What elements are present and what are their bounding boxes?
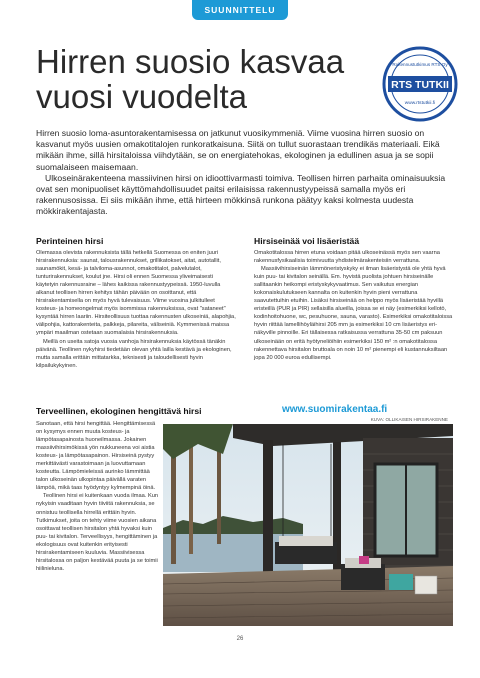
log-house-terrace-photo bbox=[163, 424, 453, 626]
article-title: Hirren suosio kasvaa vuosi vuodelta bbox=[36, 43, 345, 115]
body-paragraph: Meillä on useita satoja vuosia vanhoja hirsirakennuksia käytössä tänäkin päivänä. Teollinen nykyhirsi tiedetään olevan yhtä lailla kestävä ja ekologinen, mutta samalla erittäin mittatarkka, teknisesti ja taloudellisesti hyvin kilpailukykyinen. bbox=[36, 338, 232, 369]
right-column bbox=[254, 236, 454, 362]
bottom-left-column bbox=[36, 420, 160, 573]
svg-text:www.rtstutkii.fi: www.rtstutkii.fi bbox=[404, 101, 436, 106]
article-intro bbox=[36, 128, 446, 218]
body-paragraph: Teollinen hirsi ei kuitenkaan vuoda ilmaa. Kun nykyisin vaaditaan hyvin tiiviitä rakennuksia, se onnistuu teollisella hirrellä erittäin hyvin. Tutkimukset, joita on tehty viime vuosien aikana osoittavat teollisen hirsitalon yhtä hyvaksi kuin puu- tai kivitalon. Terveellisyys, hengittäminen ja ekologisuus ovat kuitenkin erityisesti hirsirakentamiseen kuuluvia. Massiivisessa hirsitalossa on paljon kestävää puuta ja se toimii hiilinieluna. bbox=[36, 493, 159, 572]
body-paragraph: Olemassa olevista rakennuksista tällä hetkellä Suomessa on eniten juuri hirsirakennuksia: saunat, talousrakennukset, grillikatokset, aitat, autotallit, saunamökit, kesä- ja talviloma-asunnot, omakotitalot, palvelutalot, tunturirakennukset, koulut jne. Hirsi oli ennen Suomessa yliveimaisesti käytetyin rakennusraine – lähes kaikissa rakennustyypeissä. 1950-luvulla alkanut teollisen hirren kehitys tähän päivään on osoittanut, että hirsirakentamisella on myös hyvä tulevaisuus. Viime vuosina julkitulleet kosteus- ja homeongelmat myös isommissa rakennuksissa, ovat "sataneet" kysyntää hirren laariin. Hirsiteollisuus tuottaa rakennusten ulkoseiniä, alapohjia, välipohjia, kattorakenteita, palkkeja, pilareita, väliseiniä. Kymmenissä maissa ympäri maailman ostetaan suomalaisia hirsirakennuksia. bbox=[36, 250, 236, 337]
page-number: 26 bbox=[236, 636, 244, 642]
section-heading: Terveellinen, ekologinen hengittävä hirsi bbox=[36, 406, 202, 416]
intro-paragraph: Ulkoseinärakenteena massiivinen hirsi on idioottivarmasti toimiva. Teollisen hirren parhaita ominaisuuksia ovat sen monipuoliset käyttömahdollisuudet paitsi erilaisissa rakennustyypeissä samalla myös eri rakennusosissa. Ei siis mikään ihme, että hirteen mökkinsä runkona päätyy kaksi kolmesta uudesta mökkirakentajasta. bbox=[36, 172, 446, 217]
section-tab: SUUNNITTELU bbox=[192, 0, 288, 20]
svg-text:RTS TUTKII: RTS TUTKII bbox=[391, 79, 449, 91]
svg-text:Rakennustutkimus RTS Oy: Rakennustutkimus RTS Oy bbox=[392, 62, 448, 67]
body-paragraph: Sanotaan, että hirsi hengittää. Hengittämisessä on kysymys ennen muuta kosteus- ja lämpötasapainosta huoneilmassa. Jokainen massiivihirsimökissä yön nukkuneena voi aistia kosteus- ja lämpötasapainon. Hirsiseinä pystyy merkittävästi varastoimaan ja luovuttamaan kosteutta. Lämpömieleissä aurinko lämmittää talon ulkoseinän ulkopintaa päivällä varaten lämpöä, mikä taas hyödyntyy kylmempinä öinä. bbox=[36, 421, 156, 492]
section-heading: Hirsiseinää voi lisäeristää bbox=[254, 236, 360, 246]
left-column bbox=[36, 236, 236, 370]
intro-paragraph: Hirren suosio loma-asuntorakentamisessa on jatkunut vuosikymmeniä. Viime vuosina hirren suosio on kasvanut myös uusien omakotitalojen runkoratkaisuna. Siitä on tullut suorastaan trendikäs materiaali. Eikä mikään ihme, sillä hirsitaloissa viihdytään, se on energiatehokas, ekologinen ja edullinen asua ja se sopii suomalaiseen maisemaan. bbox=[36, 128, 440, 172]
section-heading: Perinteinen hirsi bbox=[36, 236, 104, 246]
rts-tutkii-seal bbox=[382, 46, 458, 122]
body-paragraph: Omakotitalossa hirren etuna voidaan pitää ulkoseinässä myös sen vaarna rakennusfysikaalisia toimivuutta yhdistelmärakenteisiin verrattuna. bbox=[254, 250, 440, 265]
body-paragraph: Massiivihirsiseinän lämmöneristyskyky ei ilman lisäeristystä ole yhtä hyvä kuin puu- tai kivitalon seinällä. Em. hyvistä puolista johtuen hirsiseinälle sallitaankin heikompi eristyskykyvaatimus. Sen vaikutus energian kokonaiskulutukseen kannalta on kuitenkin hyvin pieni verrattuna saavutettuihin etuihin. Lisäksi hirsiseinää on helppo myös lisäeristää hyvillä eristeillä (PUR ja PIR) sellaisilla alueilla, joissa se ei näy (esimerkiksi kellotö, kodinhoitohuone, wc, pesuhuone, sauna, varasto). Esimerkiksi omakotitaloissa hyvin riittää lamellihöyläihirsi 205 mm ja esimerkiksi 10 cm lisäeristys eri-näkyville pinnoille. Eri tällaisessa ratkaisussa verrattuna 35-50 cm paksuun ulkoseinään on eritä hyötyneliöihiin esimerkiksi 150 m² :n omakotitalossa rakennettava hirsitalon bruttoala on noin 10 m² pienempi eli kustannuksiltaan jopa 20 000 euroa edullisempi. bbox=[254, 266, 453, 361]
website-link[interactable]: www.suomirakentaa.fi bbox=[282, 404, 388, 415]
photo-caption: KUVA: OLLIKAISEN HIRSIRAKENNE bbox=[370, 417, 448, 422]
